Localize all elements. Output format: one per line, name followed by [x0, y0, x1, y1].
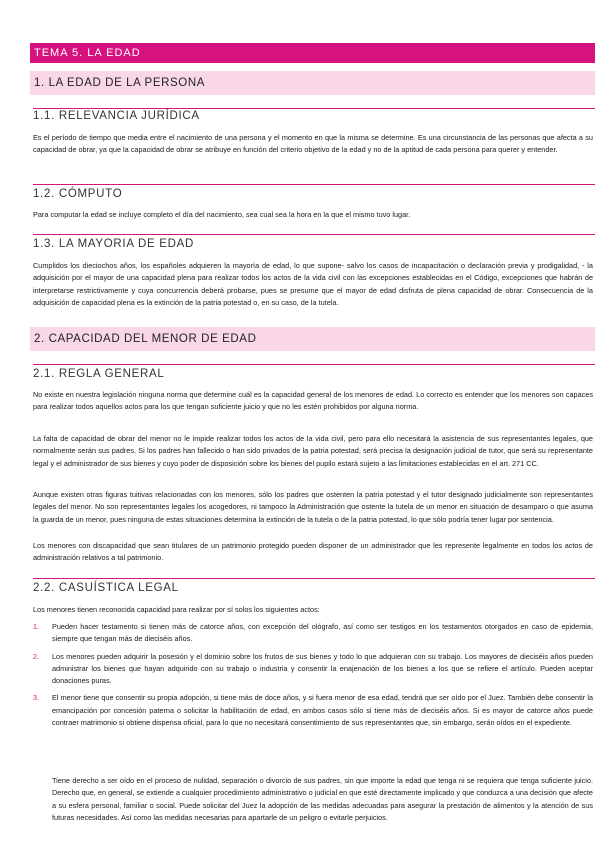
list-item [33, 651, 593, 688]
list-item-text: Pueden hacer testamento si tienen más de catorce años, con excepción del ológrafo, así como ser testigos en los testamentos otorgados en caso de epidemia, siempre que tengan más de dieciséis años. [52, 622, 593, 644]
section-1-2-text: Para computar la edad se incluye completo el día del nacimiento, sea cual sea la hora en la que el mismo tuvo lugar. [33, 210, 411, 219]
section-2-1-paragraph-4: Los menores con discapacidad que sean titulares de un patrimonio protegido pueden disponer de un administrador que les represente legalmente en todos los actos de administración relativos a tal patrimonio. [33, 541, 593, 563]
cases-list [33, 621, 593, 729]
list-item [33, 692, 593, 729]
section-1-1-rule [33, 108, 595, 109]
list-item-text: El menor tiene que consentir su propia adopción, si tiene más de doce años, y si fuera menor de esa edad, tendrá que ser oído por el Juez. También debe consentir la emancipación por concesión paterna o solicitar la habilitación de edad, en ambos casos sólo si tiene más de dieciséis años. Si es mayor de catorce años puede contraer matrimonio si obtiene dispensa oficial, para lo que no necesitará consentimiento de sus representantes que, sin embargo, serán oídos en el expediente. [52, 693, 593, 728]
section-2-1-heading: 2.1. REGLA GENERAL [33, 368, 165, 380]
list-number: 3. [33, 693, 40, 703]
section-1-2-rule [33, 184, 595, 185]
list-number: 1. [33, 622, 40, 631]
section-1-1-text: Es el período de tiempo que media entre el nacimiento de una persona y el momento en que la misma se determine. Es una circunstancia de las personas que afecta a su capacidad de obrar, ya que la capacidad de obrar se atribuye en función del criterio objetivo de la edad y no de la aptitud de cada persona para querer y entender. [33, 133, 593, 155]
section-2-2-rule [33, 578, 595, 579]
section-2-1-rule [33, 364, 595, 365]
document-title: TEMA 5. LA EDAD [30, 43, 595, 63]
section-2-heading: 2. CAPACIDAD DEL MENOR DE EDAD [30, 327, 595, 351]
section-2-1-paragraph-3: Aunque existen otras figuras tuitivas relacionadas con los menores, sólo los padres que ostenten la patria potestad y el tutor designado judicialmente son representantes legales del menor. No son representantes legales los acogedores, ni tampoco la Administración que ostente la tutela de un menor en situación de desamparo o que asuma la guarda de un menor, pues ninguna de estas situaciones determina la extinción de la tutela o de la patria potestad, lo que sólo podría tener lugar por sentencia. [33, 490, 593, 524]
section-2-2-heading: 2.2. CASUÍSTICA LEGAL [33, 582, 179, 594]
section-1-1-heading: 1.1. RELEVANCIA JURÍDICA [33, 110, 200, 122]
section-1-heading: 1. LA EDAD DE LA PERSONA [30, 71, 595, 95]
section-2-2-intro: Los menores tienen reconocida capacidad para realizar por sí solos los siguientes actos: [33, 605, 320, 614]
section-1-3-heading: 1.3. LA MAYORIA DE EDAD [33, 238, 194, 250]
list-item-text: Los menores pueden adquirir la posesión y el dominio sobre los frutos de sus bienes y todo lo que adquieran con su trabajo. Los mayores de dieciséis años pueden administrar los bienes que hayan adquirido con su trabajo o industria y consentir la enajenación de los bienes a los que se refiere el artículo. Pueden aceptar donaciones puras. [52, 651, 593, 686]
section-1-3-rule [33, 234, 595, 235]
list-number: 2. [33, 651, 40, 661]
list-item [33, 621, 593, 646]
section-1-3-text: Cumplidos los dieciochos años, los españoles adquieren la mayoría de edad, lo que supone- salvo los casos de incapacitación o declaración previa y prodigalidad, - la adquisición por el mayor de una capacidad plena para realizar todos los actos de la vida civil con las excepciones establecidas en el Código, excepciones que habrán de interpretarse restrictivamente y cuya concurrencia deberá probarse, pues se presume que el mayor de edad disfruta de plena capacidad de obrar. Consecuencia de la adquisición de capacidad plena es la extinción de la patria potestad o, en su caso, de la tutela. [33, 261, 593, 307]
section-2-2-after-list: Tiene derecho a ser oído en el proceso de nulidad, separación o divorcio de sus padres, sin que importe la edad que tenga ni se requiera que tenga suficiente juicio. Derecho que, en general, se extiende a cualquier procedimiento administrativo o judicial en que esté directamente implicado y que conduzca a una decisión que afecte a su esfera personal, familiar o social. Puede solicitar del Juez la adopción de las medidas adecuadas para asegurar la prestación de alimentos y la atención de sus futuras necesidades. Así como las medidas necesarias para apartarle de un peligro o evitarle perjuicios. [52, 776, 593, 822]
section-1-2-heading: 1.2. CÓMPUTO [33, 188, 123, 200]
section-2-1-paragraph-1: No existe en nuestra legislación ninguna norma que determine cuál es la capacidad general de los menores de edad. Lo correcto es entender que los menores son capaces para realizar todos aquellos actos para los que tengan suficiente juicio y que no les estén prohibidos por alguna norma. [33, 390, 593, 412]
section-2-1-paragraph-2: La falta de capacidad de obrar del menor no le impide realizar todos los actos de la vida civil, pero para ello necesitará la asistencia de sus representantes legales, que normalmente serán sus padres. Si los padres han fallecido o han sido privados de la patria potestad, será precisa la designación judicial de tutor, que será su representante legal y el administrador de sus bienes y cuyo poder de disposición sobre los bienes del pupilo estará sujeto a las limitaciones establecidas en el art. 271 CC. [33, 434, 593, 468]
